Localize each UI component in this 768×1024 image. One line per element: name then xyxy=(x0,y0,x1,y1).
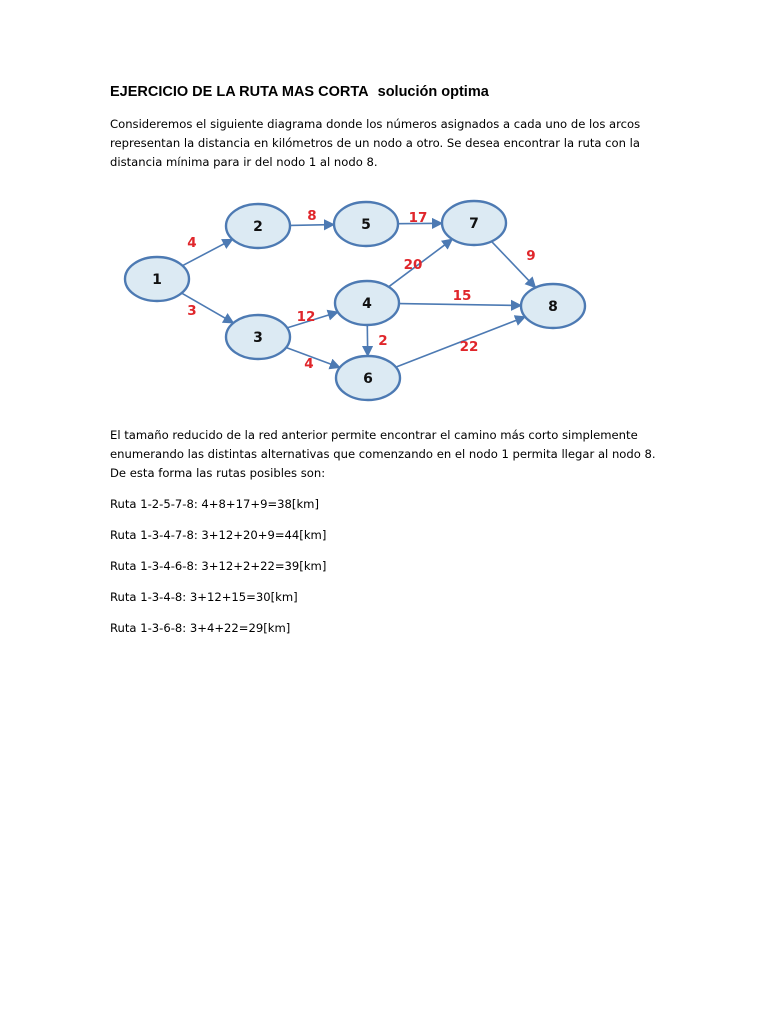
edge-weight-6-8: 22 xyxy=(459,339,479,355)
node-label: 7 xyxy=(469,216,479,232)
node-3 xyxy=(226,315,290,359)
node-4 xyxy=(335,281,399,325)
network-diagram xyxy=(100,190,600,410)
edge-weight-4-7: 20 xyxy=(403,257,423,273)
node-label: 6 xyxy=(363,371,373,387)
edge-weight-3-4: 12 xyxy=(296,309,316,325)
node-label: 2 xyxy=(253,219,263,235)
node-label: 8 xyxy=(548,299,558,315)
node-label: 5 xyxy=(361,217,371,233)
edge-arrow-2-5 xyxy=(290,225,334,226)
route-item: Ruta 1-2-5-7-8: 4+8+17+9=38[km] xyxy=(110,497,319,511)
route-item: Ruta 1-3-6-8: 3+4+22=29[km] xyxy=(110,621,291,635)
intro-line: distancia mínima para ir del nodo 1 al nodo 8. xyxy=(110,155,378,169)
route-item: Ruta 1-3-4-6-8: 3+12+2+22=39[km] xyxy=(110,559,327,573)
edge-weight-3-6: 4 xyxy=(304,356,314,372)
page-title xyxy=(110,84,489,100)
node-label: 3 xyxy=(253,330,263,346)
node-label: 1 xyxy=(152,272,162,288)
edge-weight-1-3: 3 xyxy=(187,303,197,319)
node-6 xyxy=(336,356,400,400)
node-2 xyxy=(226,204,290,248)
edge-weight-2-5: 8 xyxy=(307,208,317,224)
node-8 xyxy=(521,284,585,328)
edge-weight-1-2: 4 xyxy=(187,235,197,251)
node-5 xyxy=(334,202,398,246)
explanation-paragraph xyxy=(110,426,670,483)
route-item: Ruta 1-3-4-8: 3+12+15=30[km] xyxy=(110,590,298,604)
edge-weight-5-7: 17 xyxy=(408,210,428,226)
explanation-line: De esta forma las rutas posibles son: xyxy=(110,466,326,480)
explanation-line: enumerando las distintas alternativas que comenzando en el nodo 1 permita llegar al nodo 8. xyxy=(110,447,656,461)
title-main: EJERCICIO DE LA RUTA MAS CORTA xyxy=(110,84,369,100)
edge-weight-7-8: 9 xyxy=(526,248,536,264)
intro-line: Consideremos el siguiente diagrama donde los números asignados a cada uno de los arcos xyxy=(110,117,641,131)
explanation-line: El tamaño reducido de la red anterior permite encontrar el camino más corto simplemente xyxy=(110,428,638,442)
intro-paragraph xyxy=(110,115,670,172)
title-subtitle: solución optima xyxy=(377,84,489,100)
node-label: 4 xyxy=(362,296,372,312)
edge-weight-4-6: 2 xyxy=(378,333,388,349)
node-7 xyxy=(442,201,506,245)
node-1 xyxy=(125,257,189,301)
edge-weight-4-8: 15 xyxy=(452,288,472,304)
route-item: Ruta 1-3-4-7-8: 3+12+20+9=44[km] xyxy=(110,528,327,542)
intro-line: representan la distancia en kilómetros de un nodo a otro. Se desea encontrar la ruta con la xyxy=(110,136,641,150)
